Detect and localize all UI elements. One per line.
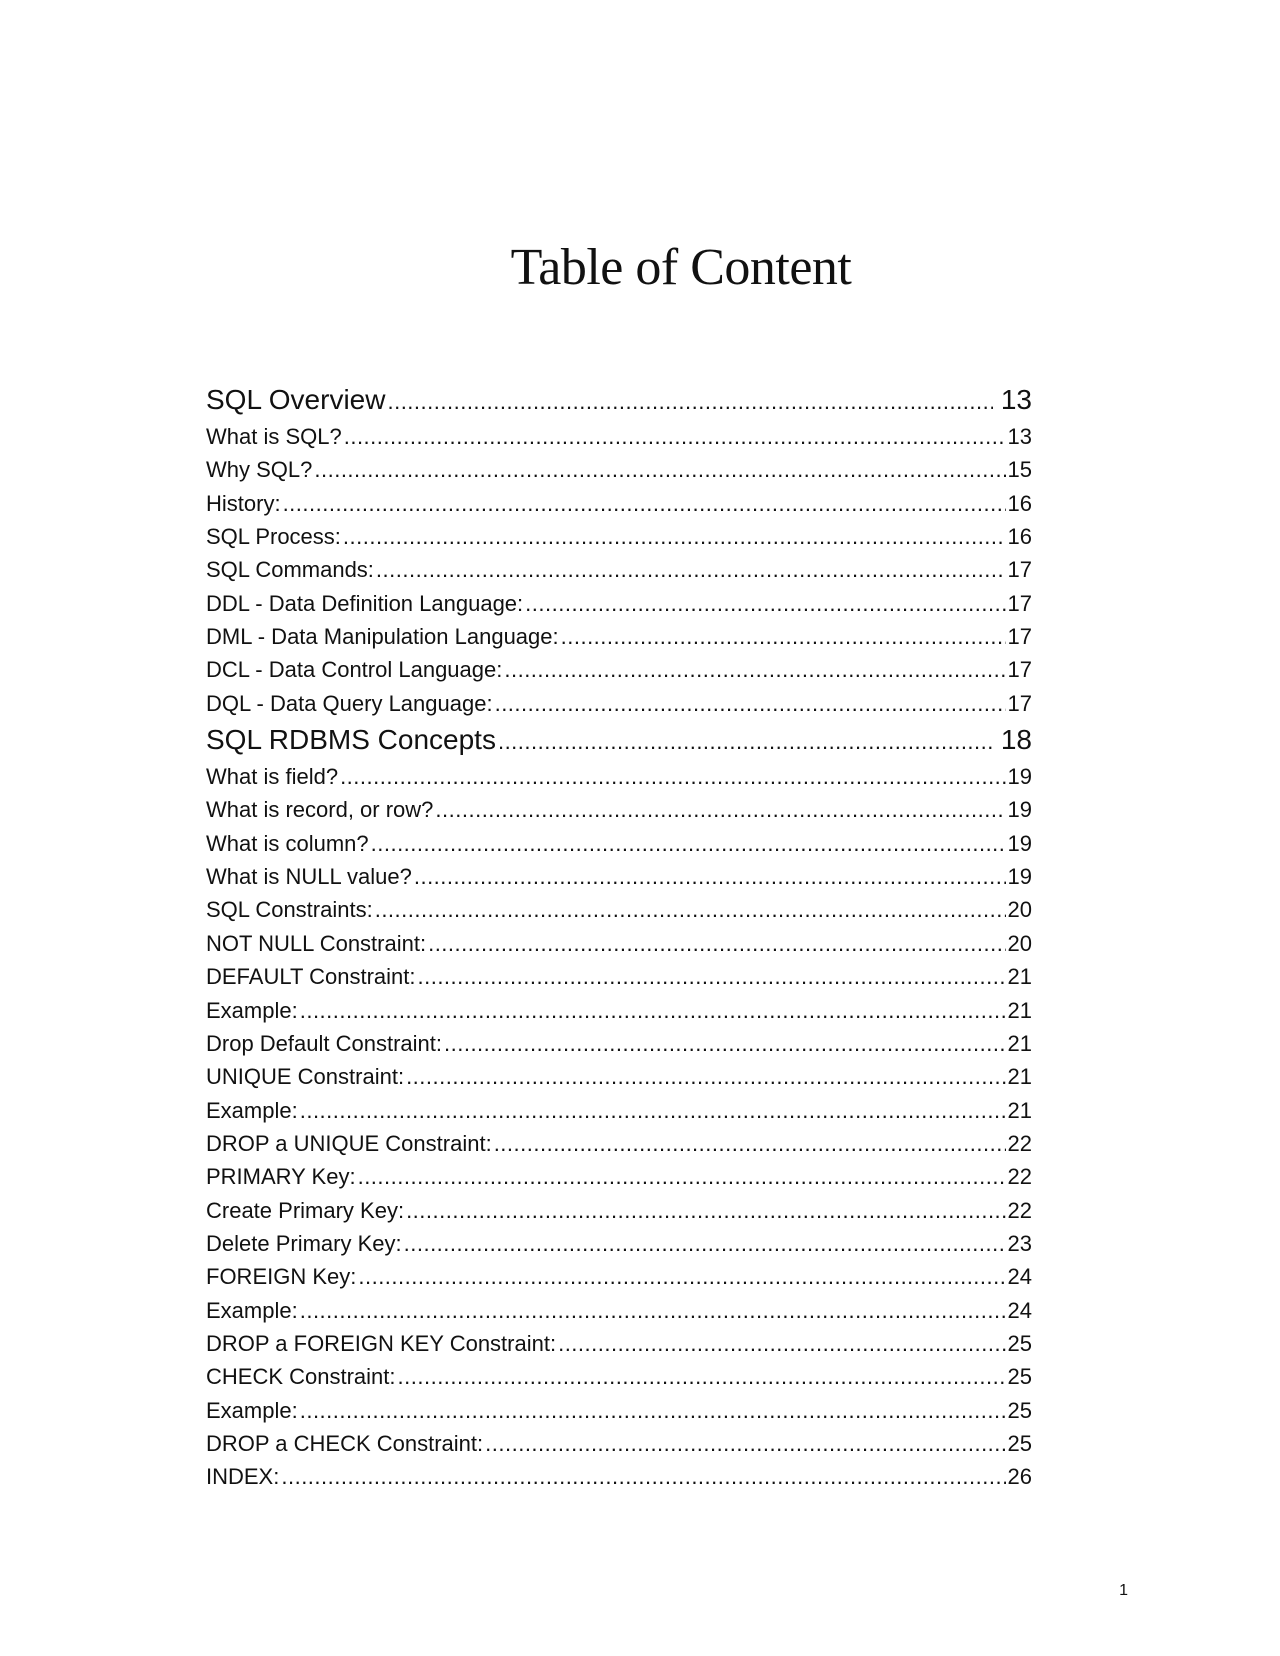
toc-entry-label: UNIQUE Constraint: (206, 1064, 405, 1090)
toc-chapter-entry[interactable] (206, 380, 1032, 420)
toc-dot-leader (281, 1460, 1005, 1493)
toc-entry-page: 22 (1007, 1197, 1032, 1223)
toc-entry-page: 25 (1007, 1330, 1032, 1356)
toc-entry-label: DDL - Data Definition Language: (206, 590, 524, 616)
toc-section-entry[interactable] (206, 1094, 1032, 1127)
toc-section-entry[interactable] (206, 420, 1032, 453)
toc-entry-label: What is SQL? (206, 424, 342, 449)
toc-dot-leader (314, 453, 1005, 486)
toc-section-entry[interactable] (206, 1327, 1032, 1360)
toc-entry-label: Drop Default Constraint: (206, 1030, 442, 1056)
toc-entry-page: 26 (1007, 1464, 1032, 1490)
toc-dot-leader (300, 1094, 1006, 1127)
toc-entry-label: Example: (206, 997, 298, 1023)
toc-dot-leader (485, 1427, 1005, 1460)
toc-section-entry[interactable] (206, 1260, 1032, 1293)
toc-entry-label: INDEX: (206, 1464, 280, 1490)
toc-entry-page: 19 (1007, 797, 1032, 823)
toc-section-entry[interactable] (206, 520, 1032, 553)
toc-section-entry[interactable] (206, 620, 1032, 653)
toc-dot-leader (561, 620, 1006, 653)
toc-entry-page: 16 (1007, 490, 1032, 516)
toc-chapter-entry[interactable] (206, 720, 1032, 760)
toc-dot-leader (358, 1160, 1006, 1193)
toc-section-entry[interactable] (206, 553, 1032, 586)
toc-entry-page: 16 (1007, 524, 1032, 550)
page-number: 1 (1119, 1582, 1128, 1599)
toc-dot-leader (300, 1294, 1006, 1327)
toc-section-entry[interactable] (206, 760, 1032, 793)
toc-entry-label: DQL - Data Query Language: (206, 690, 493, 716)
toc-section-entry[interactable] (206, 960, 1032, 993)
toc-section-entry[interactable] (206, 1127, 1032, 1160)
toc-section-entry[interactable] (206, 994, 1032, 1027)
toc-entry-page: 22 (1007, 1130, 1032, 1156)
toc-dot-leader (300, 1394, 1006, 1427)
toc-section-entry[interactable] (206, 1160, 1032, 1193)
toc-entry-label: FOREIGN Key: (206, 1264, 357, 1290)
toc-entry-page: 13 (1000, 384, 1032, 415)
toc-entry-page: 17 (1007, 590, 1032, 616)
toc-entry-page: 17 (1007, 557, 1032, 583)
toc-dot-leader (283, 487, 1006, 520)
toc-entry-label: CHECK Constraint: (206, 1364, 396, 1390)
toc-section-entry[interactable] (206, 487, 1032, 520)
toc-dot-leader (406, 1194, 1005, 1227)
toc-dot-leader (358, 1260, 1005, 1293)
toc-entry-page: 21 (1007, 1030, 1032, 1056)
toc-entry-label: DROP a UNIQUE Constraint: (206, 1130, 492, 1156)
toc-dot-leader (398, 1360, 1006, 1393)
toc-dot-leader (371, 827, 1006, 860)
toc-entry-page: 20 (1007, 930, 1032, 956)
toc-section-entry[interactable] (206, 1194, 1032, 1227)
toc-entry-label: SQL Overview (206, 384, 386, 415)
toc-section-entry[interactable] (206, 653, 1032, 686)
toc-dot-leader (404, 1227, 1006, 1260)
toc-entry-page: 21 (1007, 1064, 1032, 1090)
toc-section-entry[interactable] (206, 793, 1032, 826)
toc-entry-page: 19 (1007, 864, 1032, 890)
toc-entry-page: 21 (1007, 997, 1032, 1023)
toc-entry-page: 25 (1007, 1397, 1032, 1423)
toc-entry-page: 19 (1007, 764, 1032, 790)
toc-entry-page: 20 (1007, 897, 1032, 923)
toc-dot-leader (406, 1060, 1005, 1093)
toc-dot-leader (558, 1327, 1005, 1360)
toc-entry-label: SQL Process: (206, 524, 341, 550)
toc-section-entry[interactable] (206, 1227, 1032, 1260)
toc-dot-leader (444, 1027, 1006, 1060)
toc-entry-page: 25 (1007, 1430, 1032, 1456)
toc-dot-leader (435, 793, 1005, 826)
toc-section-entry[interactable] (206, 1060, 1032, 1093)
toc-dot-leader (387, 382, 992, 420)
toc-dot-leader (525, 587, 1005, 620)
toc-entry-label: NOT NULL Constraint: (206, 930, 427, 956)
toc-entry-page: 17 (1007, 657, 1032, 683)
toc-dot-leader (494, 1127, 1006, 1160)
toc-entry-page: 21 (1007, 964, 1032, 990)
toc-entry-page: 22 (1007, 1164, 1032, 1190)
toc-entry-page: 19 (1007, 830, 1032, 856)
toc-dot-leader (495, 687, 1006, 720)
toc-entry-label: SQL RDBMS Concepts (206, 724, 496, 756)
toc-dot-leader (504, 653, 1005, 686)
toc-entry-label: What is field? (206, 764, 339, 790)
toc-dot-leader (498, 722, 993, 760)
toc-entry-label: SQL Commands: (206, 557, 374, 583)
toc-entry-page: 23 (1007, 1230, 1032, 1256)
toc-dot-leader (376, 553, 1006, 586)
toc-section-entry[interactable] (206, 927, 1032, 960)
toc-entry-label: DROP a FOREIGN KEY Constraint: (206, 1330, 557, 1356)
toc-entry-label: Delete Primary Key: (206, 1230, 402, 1256)
toc-entry-label: Example: (206, 1097, 298, 1123)
toc-entry-label: DROP a CHECK Constraint: (206, 1430, 484, 1456)
toc-section-entry[interactable] (206, 453, 1032, 486)
toc-section-entry[interactable] (206, 1027, 1032, 1060)
toc-entry-page: 21 (1007, 1097, 1032, 1123)
toc-entry-label: What is record, or row? (206, 797, 434, 823)
toc-entry-label: DML - Data Manipulation Language: (206, 624, 559, 650)
toc-dot-leader (428, 927, 1005, 960)
toc-entry-label: DCL - Data Control Language: (206, 657, 503, 683)
toc-section-entry[interactable] (206, 1360, 1032, 1393)
toc-dot-leader (375, 893, 1006, 926)
toc-dot-leader (343, 520, 1006, 553)
toc-entry-label: Example: (206, 1297, 298, 1323)
toc-entry-label: DEFAULT Constraint: (206, 964, 416, 990)
toc-entry-page: 17 (1007, 624, 1032, 650)
toc-entry-label: Why SQL? (206, 457, 313, 483)
toc-section-entry[interactable] (206, 687, 1032, 720)
toc-entry-page: 18 (1000, 724, 1032, 756)
toc-entry-page: 15 (1007, 457, 1032, 483)
toc-dot-leader (344, 420, 1006, 453)
toc-entry-page: 24 (1007, 1297, 1032, 1323)
toc-entry-page: 24 (1007, 1264, 1032, 1290)
toc-section-entry[interactable] (206, 1394, 1032, 1427)
toc-section-entry[interactable] (206, 860, 1032, 893)
toc-dot-leader (300, 994, 1006, 1027)
toc-section-entry[interactable] (206, 587, 1032, 620)
toc-dot-leader (340, 760, 1005, 793)
toc-section-entry[interactable] (206, 1460, 1032, 1493)
toc-entry-page: 25 (1007, 1364, 1032, 1390)
toc-entry-label: History: (206, 490, 281, 516)
toc-section-entry[interactable] (206, 1427, 1032, 1460)
toc-entry-label: PRIMARY Key: (206, 1164, 356, 1190)
toc-entry-page: 13 (1007, 424, 1032, 449)
table-of-contents (206, 380, 1032, 1494)
toc-entry-label: SQL Constraints: (206, 897, 373, 923)
toc-entry-label: Create Primary Key: (206, 1197, 405, 1223)
toc-entry-page: 17 (1007, 690, 1032, 716)
toc-section-entry[interactable] (206, 1294, 1032, 1327)
toc-entry-label: What is column? (206, 830, 369, 856)
toc-dot-leader (417, 960, 1005, 993)
toc-section-entry[interactable] (206, 893, 1032, 926)
toc-dot-leader (414, 860, 1006, 893)
page-title: Table of Content (510, 239, 852, 296)
toc-entry-label: Example: (206, 1397, 298, 1423)
toc-section-entry[interactable] (206, 827, 1032, 860)
toc-entry-label: What is NULL value? (206, 864, 412, 890)
